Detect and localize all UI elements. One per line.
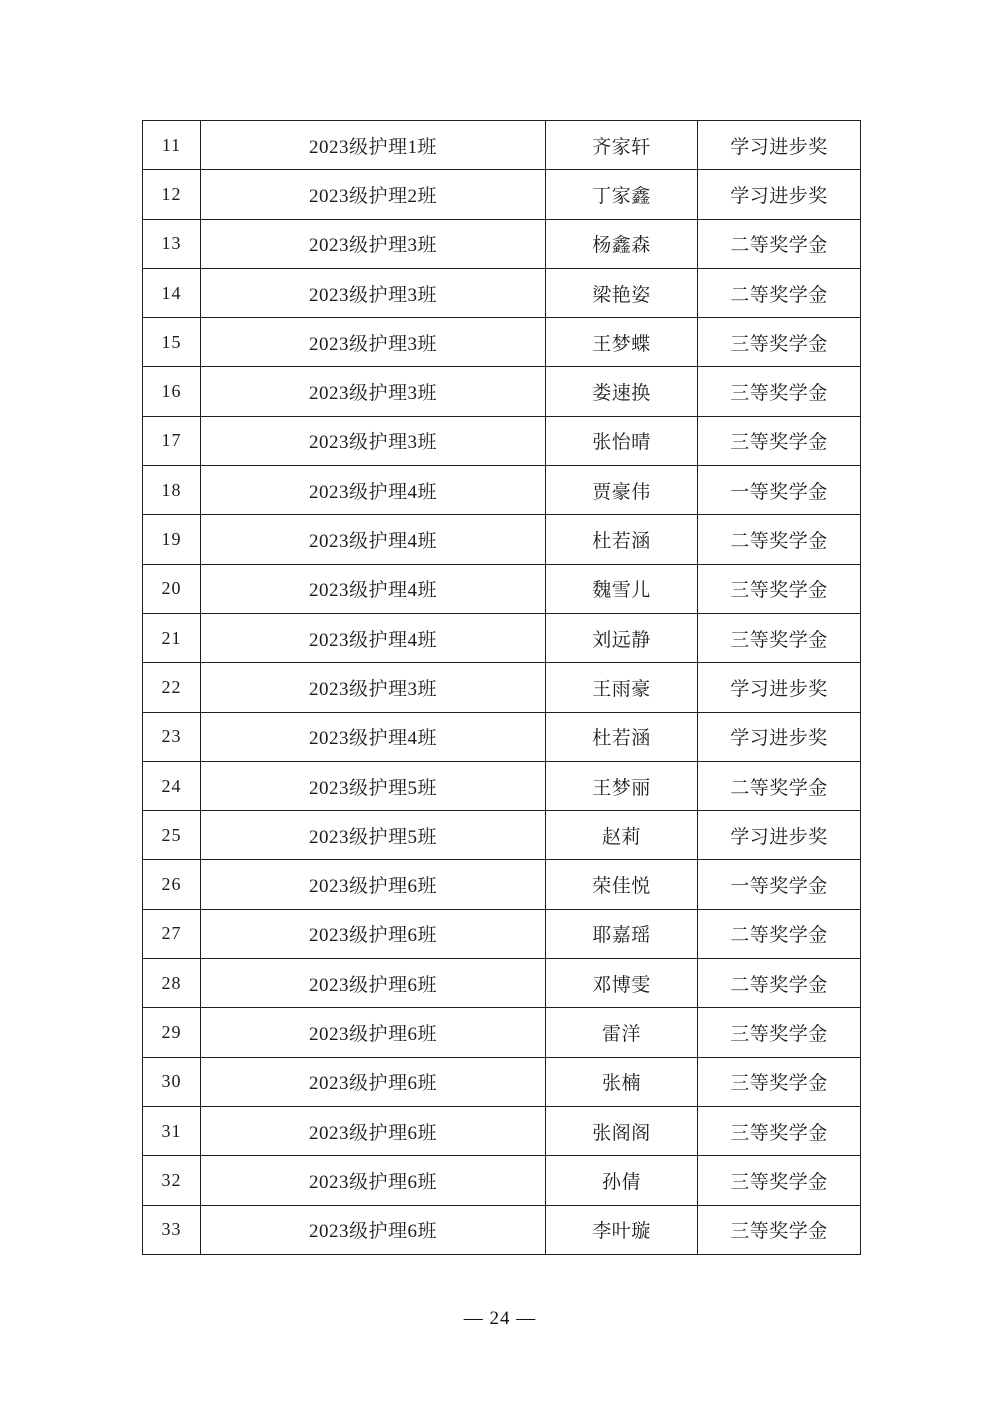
student-name-cell: 杜若涵 (546, 515, 698, 564)
row-number-cell: 13 (143, 219, 201, 268)
row-number-cell: 25 (143, 811, 201, 860)
row-number-cell: 30 (143, 1057, 201, 1106)
student-name-cell: 张阁阁 (546, 1106, 698, 1155)
student-name-cell: 王梦蝶 (546, 318, 698, 367)
student-name-cell: 王梦丽 (546, 761, 698, 810)
row-number-cell: 27 (143, 909, 201, 958)
row-number-cell: 24 (143, 761, 201, 810)
table-row (143, 860, 861, 909)
class-name-cell: 2023级护理6班 (201, 1057, 546, 1106)
student-name-cell: 张楠 (546, 1057, 698, 1106)
award-cell: 三等奖学金 (698, 1008, 861, 1057)
table-row (143, 909, 861, 958)
class-name-cell: 2023级护理6班 (201, 1205, 546, 1254)
class-name-cell: 2023级护理5班 (201, 761, 546, 810)
row-number-cell: 33 (143, 1205, 201, 1254)
class-name-cell: 2023级护理3班 (201, 416, 546, 465)
table-row (143, 959, 861, 1008)
class-name-cell: 2023级护理6班 (201, 1008, 546, 1057)
award-cell: 一等奖学金 (698, 860, 861, 909)
award-table-body (143, 121, 861, 1255)
award-cell: 三等奖学金 (698, 367, 861, 416)
class-name-cell: 2023级护理4班 (201, 613, 546, 662)
student-name-cell: 齐家轩 (546, 121, 698, 170)
award-list-table (142, 120, 861, 1255)
class-name-cell: 2023级护理4班 (201, 466, 546, 515)
class-name-cell: 2023级护理4班 (201, 564, 546, 613)
table-row (143, 1106, 861, 1155)
student-name-cell: 李叶璇 (546, 1205, 698, 1254)
table-row (143, 712, 861, 761)
row-number-cell: 18 (143, 466, 201, 515)
table-row (143, 811, 861, 860)
award-cell: 学习进步奖 (698, 121, 861, 170)
award-cell: 二等奖学金 (698, 268, 861, 317)
row-number-cell: 28 (143, 959, 201, 1008)
table-row (143, 219, 861, 268)
page-number: — 24 — (463, 1308, 537, 1329)
row-number-cell: 29 (143, 1008, 201, 1057)
award-cell: 二等奖学金 (698, 515, 861, 564)
student-name-cell: 梁艳姿 (546, 268, 698, 317)
award-cell: 学习进步奖 (698, 170, 861, 219)
student-name-cell: 杜若涵 (546, 712, 698, 761)
table-row (143, 1057, 861, 1106)
table-row (143, 416, 861, 465)
student-name-cell: 杨鑫森 (546, 219, 698, 268)
award-cell: 三等奖学金 (698, 1205, 861, 1254)
class-name-cell: 2023级护理1班 (201, 121, 546, 170)
student-name-cell: 魏雪儿 (546, 564, 698, 613)
student-name-cell: 孙倩 (546, 1156, 698, 1205)
class-name-cell: 2023级护理4班 (201, 515, 546, 564)
row-number-cell: 26 (143, 860, 201, 909)
table-row (143, 1156, 861, 1205)
award-cell: 二等奖学金 (698, 219, 861, 268)
class-name-cell: 2023级护理3班 (201, 219, 546, 268)
row-number-cell: 31 (143, 1106, 201, 1155)
student-name-cell: 耶嘉瑶 (546, 909, 698, 958)
class-name-cell: 2023级护理6班 (201, 1106, 546, 1155)
student-name-cell: 赵莉 (546, 811, 698, 860)
award-cell: 二等奖学金 (698, 959, 861, 1008)
class-name-cell: 2023级护理3班 (201, 367, 546, 416)
row-number-cell: 16 (143, 367, 201, 416)
row-number-cell: 22 (143, 663, 201, 712)
class-name-cell: 2023级护理6班 (201, 860, 546, 909)
class-name-cell: 2023级护理6班 (201, 1156, 546, 1205)
award-cell: 三等奖学金 (698, 416, 861, 465)
class-name-cell: 2023级护理6班 (201, 909, 546, 958)
table-row (143, 613, 861, 662)
row-number-cell: 32 (143, 1156, 201, 1205)
row-number-cell: 14 (143, 268, 201, 317)
table-row (143, 466, 861, 515)
student-name-cell: 张怡晴 (546, 416, 698, 465)
row-number-cell: 19 (143, 515, 201, 564)
table-row (143, 1008, 861, 1057)
class-name-cell: 2023级护理3班 (201, 318, 546, 367)
table-row (143, 318, 861, 367)
award-cell: 三等奖学金 (698, 1057, 861, 1106)
award-cell: 三等奖学金 (698, 318, 861, 367)
row-number-cell: 12 (143, 170, 201, 219)
row-number-cell: 23 (143, 712, 201, 761)
student-name-cell: 娄速换 (546, 367, 698, 416)
table-row (143, 268, 861, 317)
award-cell: 学习进步奖 (698, 663, 861, 712)
table-row (143, 663, 861, 712)
award-cell: 学习进步奖 (698, 811, 861, 860)
table-row (143, 121, 861, 170)
award-cell: 三等奖学金 (698, 1156, 861, 1205)
row-number-cell: 20 (143, 564, 201, 613)
student-name-cell: 贾豪伟 (546, 466, 698, 515)
class-name-cell: 2023级护理3班 (201, 268, 546, 317)
row-number-cell: 15 (143, 318, 201, 367)
table-row (143, 1205, 861, 1254)
student-name-cell: 王雨豪 (546, 663, 698, 712)
award-cell: 一等奖学金 (698, 466, 861, 515)
award-cell: 学习进步奖 (698, 712, 861, 761)
table-row (143, 515, 861, 564)
class-name-cell: 2023级护理3班 (201, 663, 546, 712)
class-name-cell: 2023级护理2班 (201, 170, 546, 219)
class-name-cell: 2023级护理6班 (201, 959, 546, 1008)
table-row (143, 564, 861, 613)
award-cell: 三等奖学金 (698, 1106, 861, 1155)
student-name-cell: 雷洋 (546, 1008, 698, 1057)
class-name-cell: 2023级护理4班 (201, 712, 546, 761)
row-number-cell: 17 (143, 416, 201, 465)
student-name-cell: 邓博雯 (546, 959, 698, 1008)
row-number-cell: 21 (143, 613, 201, 662)
award-cell: 三等奖学金 (698, 564, 861, 613)
award-cell: 三等奖学金 (698, 613, 861, 662)
row-number-cell: 11 (143, 121, 201, 170)
award-cell: 二等奖学金 (698, 761, 861, 810)
class-name-cell: 2023级护理5班 (201, 811, 546, 860)
table-row (143, 367, 861, 416)
student-name-cell: 荣佳悦 (546, 860, 698, 909)
award-cell: 二等奖学金 (698, 909, 861, 958)
table-row (143, 170, 861, 219)
student-name-cell: 丁家鑫 (546, 170, 698, 219)
table-row (143, 761, 861, 810)
student-name-cell: 刘远静 (546, 613, 698, 662)
